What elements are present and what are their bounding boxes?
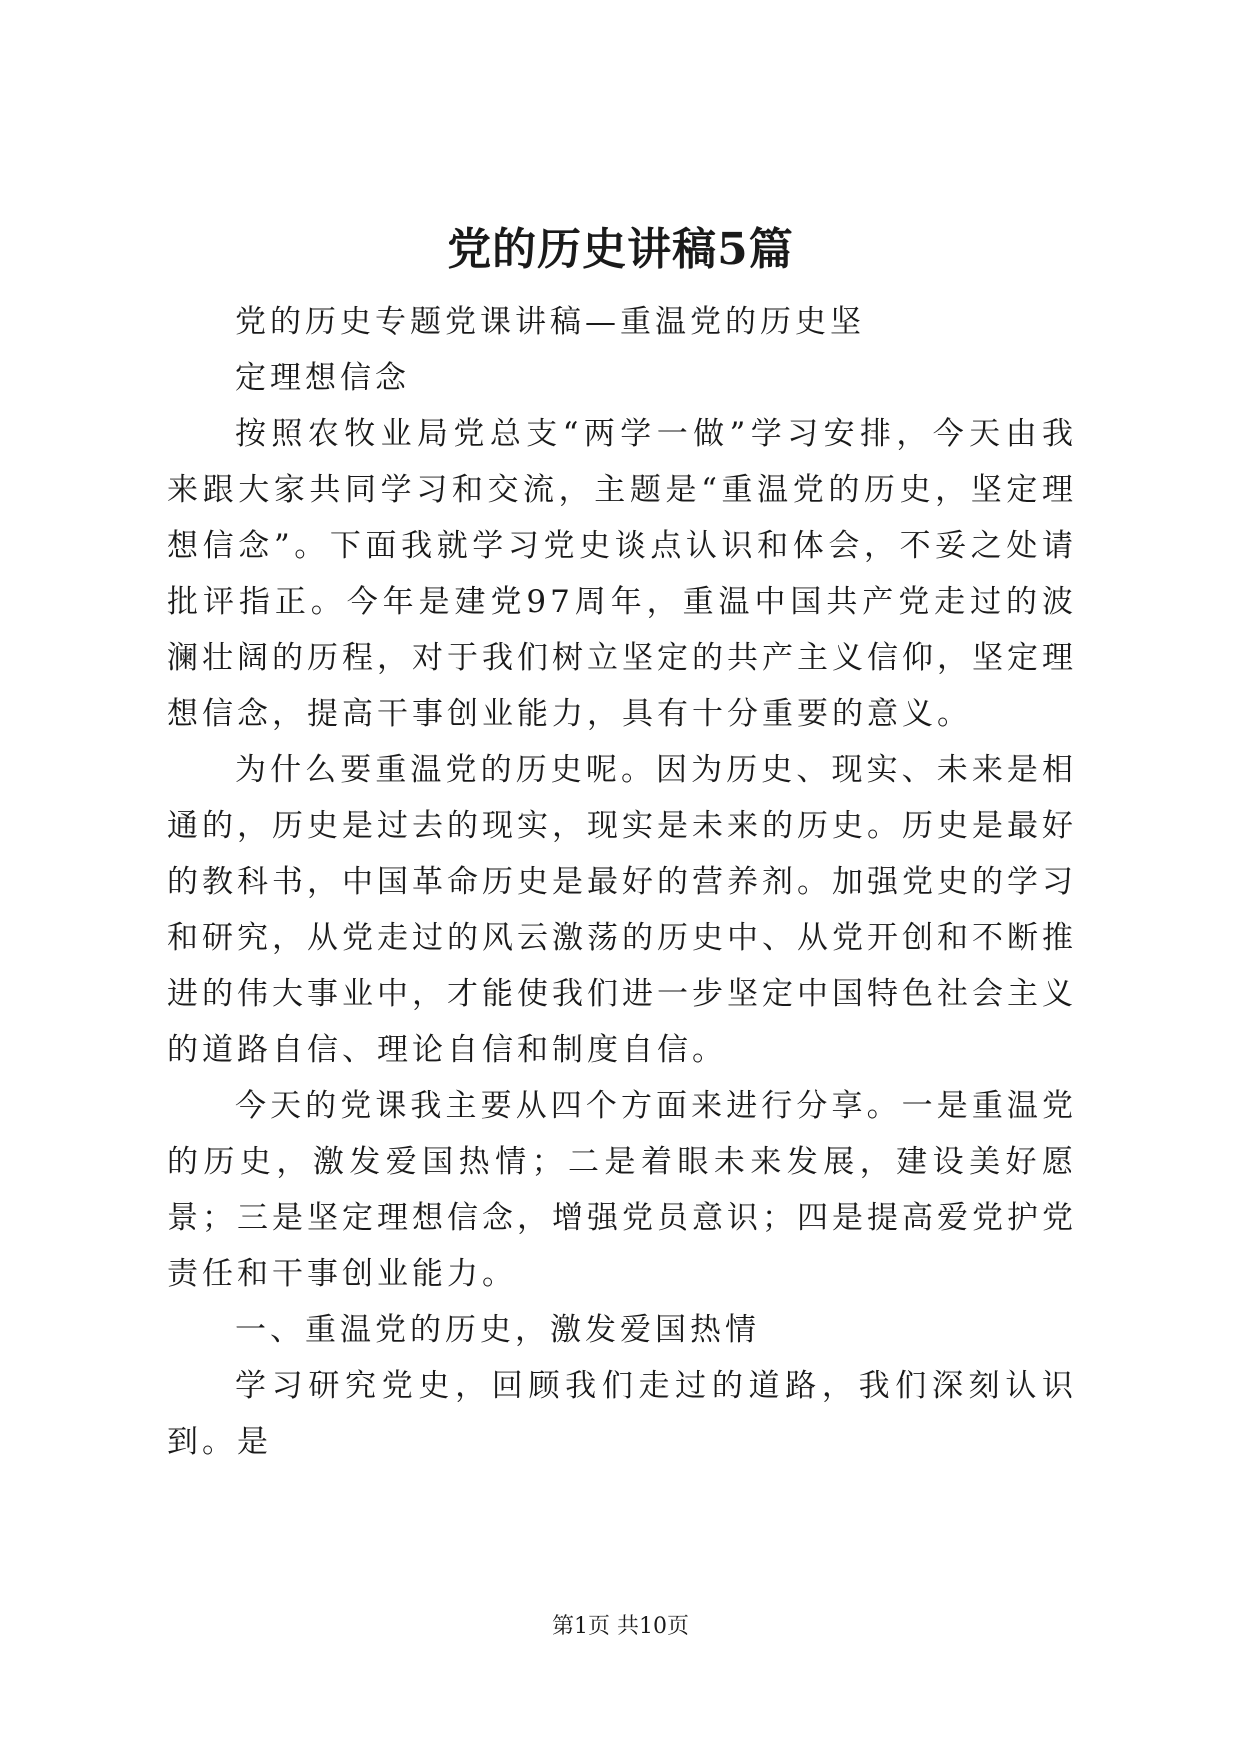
paragraph-why: 为什么要重温党的历史呢。因为历史、现实、未来是相通的，历史是过去的现实，现实是未来的历史。历史是最好的教科书，中国革命历史是最好的营养剂。加强党史的学习和研究，从党走过的风云激荡的历史中、从党开创和不断推进的伟大事业中，才能使我们进一步坚定中国特色社会主义的道路自信、理论自信和制度自信。 [167,752,1077,1068]
paragraph-outline: 今天的党课我主要从四个方面来进行分享。一是重温党的历史，激发爱国热情；二是着眼未来发展，建设美好愿景；三是坚定理想信念，增强党员意识；四是提高爱党护党责任和干事创业能力。 [167,1088,1077,1292]
page-number: 第1页 共10页 [552,1614,689,1639]
section-heading-1: 一、重温党的历史，激发爱国热情 [235,1312,760,1348]
document-body [167,294,1077,1470]
paragraph-section-1: 学习研究党史，回顾我们走过的道路，我们深刻认识到。是 [167,1368,1077,1460]
document-title: 党的历史讲稿5篇 [447,224,794,275]
subtitle-line-1: 党的历史专题党课讲稿—重温党的历史坚 [235,304,865,340]
subtitle-line-2: 定理想信念 [235,360,410,396]
paragraph-intro: 按照农牧业局党总支“两学一做”学习安排，今天由我来跟大家共同学习和交流，主题是“重温党的历史，坚定理想信念”。下面我就学习党史谈点认识和体会，不妥之处请批评指正。今年是建党97周年，重温中国共产党走过的波澜壮阔的历程，对于我们树立坚定的共产主义信仰，坚定理想信念，提高干事创业能力，具有十分重要的意义。 [167,416,1077,732]
